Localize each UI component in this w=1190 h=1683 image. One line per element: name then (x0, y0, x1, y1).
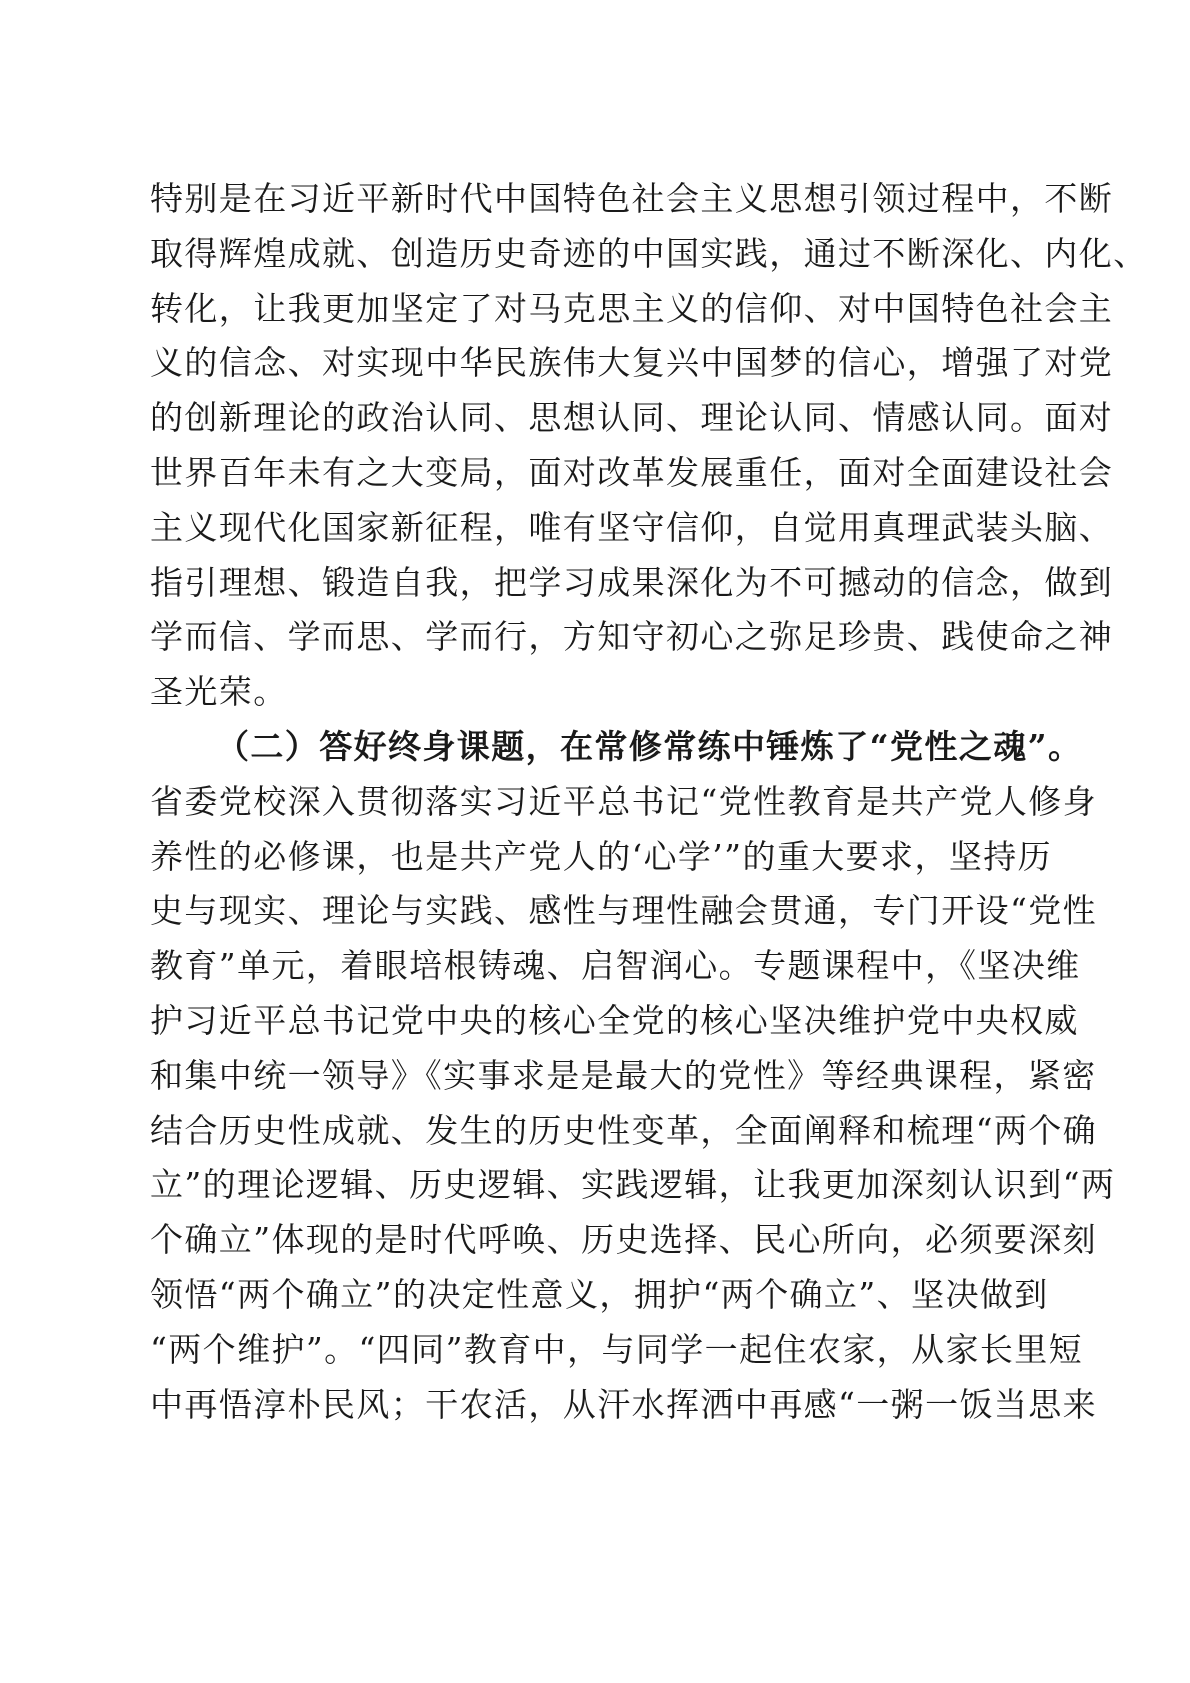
text-line: 领悟“两个确立”的决定性意义，拥护“两个确立”、坚决做到 (150, 1274, 1049, 1314)
text-line: 取得辉煌成就、创造历史奇迹的中国实践，通过不断深化、内化、 (150, 233, 1148, 273)
text-line: 结合历史性成就、发生的历史性变革，全面阐释和梳理“两个确 (150, 1110, 1098, 1150)
text-line: 转化，让我更加坚定了对马克思主义的信仰、对中国特色社会主 (150, 288, 1114, 328)
text-line: “两个维护”。“四同”教育中，与同学一起住农家，从家长里短 (150, 1329, 1084, 1369)
text-line: 立”的理论逻辑、历史逻辑、实践逻辑，让我更加深刻认识到“两 (150, 1165, 1116, 1205)
text-line: 学而信、学而思、学而行，方知守初心之弥足珍贵、践使命之神 (150, 617, 1114, 657)
text-line: 指引理想、锻造自我，把学习成果深化为不可撼动的信念，做到 (150, 562, 1114, 602)
text-line: 的创新理论的政治认同、思想认同、理论认同、情感认同。面对 (150, 398, 1114, 438)
text-line: 养性的必修课，也是共产党人的‘心学’”的重大要求，坚持历 (150, 836, 1053, 876)
text-line: 省委党校深入贯彻落实习近平总书记“党性教育是共产党人修身 (150, 781, 1098, 821)
text-line: 主义现代化国家新征程，唯有坚守信仰，自觉用真理武装头脑、 (150, 507, 1114, 547)
text-line: 史与现实、理论与实践、感性与理性融会贯通，专门开设“党性 (150, 891, 1098, 931)
text-line: 义的信念、对实现中华民族伟大复兴中国梦的信心，增强了对党 (150, 343, 1114, 383)
text-line: 中再悟淳朴民风；干农活，从汗水挥洒中再感“一粥一饭当思来 (150, 1384, 1098, 1424)
text-line: 教育”单元，着眼培根铸魂、启智润心。专题课程中，《坚决维 (150, 946, 1081, 986)
body-text (150, 172, 1148, 1432)
text-line: 和集中统一领导》《实事求是是最大的党性》等经典课程，紧密 (150, 1055, 1097, 1095)
text-line: 个确立”体现的是时代呼唤、历史选择、民心所向，必须要深刻 (150, 1220, 1098, 1260)
section-heading: （二）答好终身课题，在常修常练中锤炼了“党性之魂”。 (216, 726, 1083, 766)
text-line: 圣光荣。 (150, 672, 288, 712)
text-line: 护习近平总书记党中央的核心全党的核心坚决维护党中央权威 (150, 1000, 1079, 1040)
text-line: 特别是在习近平新时代中国特色社会主义思想引领过程中，不断 (150, 179, 1114, 218)
text-line: 世界百年未有之大变局，面对改革发展重任，面对全面建设社会 (150, 452, 1114, 492)
